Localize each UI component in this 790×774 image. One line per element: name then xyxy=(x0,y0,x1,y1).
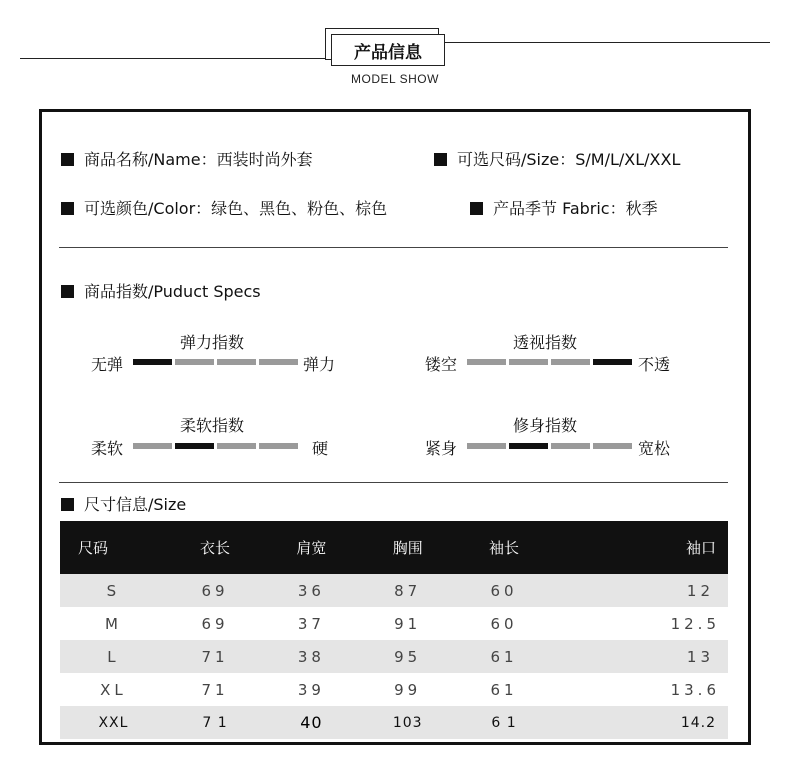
table-cell: 12.5 xyxy=(670,614,720,633)
table-cell: 91 xyxy=(394,614,422,633)
bullet-square-icon xyxy=(61,285,74,298)
column-header: 肩宽 xyxy=(263,521,359,574)
table-cell: 71 xyxy=(167,640,263,673)
bullet-square-icon xyxy=(61,498,74,511)
color-options-row xyxy=(61,196,387,219)
table-cell: 60 xyxy=(456,574,552,607)
table-cell: 61 xyxy=(456,640,552,673)
page-title: 产品信息 xyxy=(331,34,445,66)
table-cell: 36 xyxy=(263,574,359,607)
product-name-row xyxy=(61,147,313,170)
table-cell: 60 xyxy=(490,614,518,633)
table-cell: 37 xyxy=(297,614,325,633)
gauge-segment xyxy=(551,443,590,449)
table-cell: 40 xyxy=(263,706,359,739)
table-cell: 13 xyxy=(552,640,728,673)
table-header-row xyxy=(60,521,728,574)
table-cell: 95 xyxy=(360,640,456,673)
gauge-left-label: 紧身 xyxy=(425,439,458,458)
bullet-square-icon xyxy=(434,153,447,166)
gauge-title: 弹力指数 xyxy=(180,333,245,352)
size-table xyxy=(60,521,728,739)
gauge-left-label: 柔软 xyxy=(91,439,124,458)
size-options-row xyxy=(434,147,680,170)
size-heading: 尺寸信息/Size xyxy=(84,495,187,514)
table-row xyxy=(60,574,728,607)
gauge-segment xyxy=(175,443,214,449)
table-row xyxy=(60,673,728,706)
table-cell: XXL xyxy=(60,706,167,739)
color-options: 可选颜色/Color：绿色、黑色、粉色、棕色 xyxy=(84,199,388,218)
gauge-segment xyxy=(551,359,590,365)
column-header: 尺码 xyxy=(60,521,167,574)
table-row xyxy=(60,607,728,640)
table-cell: 38 xyxy=(263,640,359,673)
gauge-segment xyxy=(133,443,172,449)
gauge-segment xyxy=(509,359,548,365)
gauge-segment xyxy=(593,359,632,365)
table-cell: 7 1 xyxy=(167,706,263,739)
table-row xyxy=(60,640,728,673)
table-row xyxy=(60,706,728,739)
column-header: 袖长 xyxy=(456,521,552,574)
table-cell: S xyxy=(60,574,167,607)
gauge-segment xyxy=(133,359,172,365)
specs-heading-row xyxy=(61,279,261,302)
gauge-left-label: 无弹 xyxy=(91,355,124,374)
gauge-segment xyxy=(467,359,506,365)
size-options: 可选尺码/Size：S/M/L/XL/XXL xyxy=(457,150,681,169)
gauge-segment xyxy=(593,443,632,449)
size-heading-row xyxy=(61,492,186,515)
table-cell: 13.6 xyxy=(670,680,720,699)
gauge-segment xyxy=(467,443,506,449)
header-line-right xyxy=(440,42,770,43)
gauge-right-label: 宽松 xyxy=(638,439,671,458)
table-cell: 61 xyxy=(490,680,518,699)
gauge-segment xyxy=(259,359,298,365)
table-cell: 6 1 xyxy=(456,706,552,739)
bullet-square-icon xyxy=(470,202,483,215)
gauge-right-label: 硬 xyxy=(312,439,329,458)
product-name: 商品名称/Name：西装时尚外套 xyxy=(84,150,313,169)
table-cell: 69 xyxy=(167,574,263,607)
gauge-title: 柔软指数 xyxy=(180,416,245,435)
table-cell: 99 xyxy=(394,680,422,699)
table-cell: 71 xyxy=(201,680,229,699)
table-cell: 14.2 xyxy=(552,706,728,739)
season: 产品季节 Fabric：秋季 xyxy=(493,199,658,218)
bullet-square-icon xyxy=(61,153,74,166)
table-cell: 12 xyxy=(552,574,728,607)
gauge-right-label: 弹力 xyxy=(303,355,336,374)
gauge-title: 修身指数 xyxy=(513,416,578,435)
specs-heading: 商品指数/Puduct Specs xyxy=(84,282,261,301)
table-cell: 69 xyxy=(201,614,229,633)
gauge-segment xyxy=(509,443,548,449)
column-header: 衣长 xyxy=(167,521,263,574)
divider xyxy=(59,247,728,248)
gauge-segment xyxy=(217,443,256,449)
gauge-segment xyxy=(175,359,214,365)
table-cell: 103 xyxy=(360,706,456,739)
gauge-right-label: 不透 xyxy=(638,355,671,374)
title-box xyxy=(325,28,443,64)
header-line-left xyxy=(20,58,332,59)
divider xyxy=(59,482,728,483)
table-cell: L xyxy=(60,640,167,673)
table-cell: XL xyxy=(100,680,127,699)
season-row xyxy=(470,196,658,219)
table-cell: 39 xyxy=(297,680,325,699)
column-header: 胸围 xyxy=(360,521,456,574)
gauge-left-label: 镂空 xyxy=(425,355,458,374)
table-cell: 87 xyxy=(360,574,456,607)
gauge-title: 透视指数 xyxy=(513,333,578,352)
gauge-segment xyxy=(259,443,298,449)
table-cell: M xyxy=(104,614,122,633)
bullet-square-icon xyxy=(61,202,74,215)
column-header: 袖口 xyxy=(552,521,728,574)
gauge-segment xyxy=(217,359,256,365)
page-subtitle: MODEL SHOW xyxy=(351,72,439,86)
